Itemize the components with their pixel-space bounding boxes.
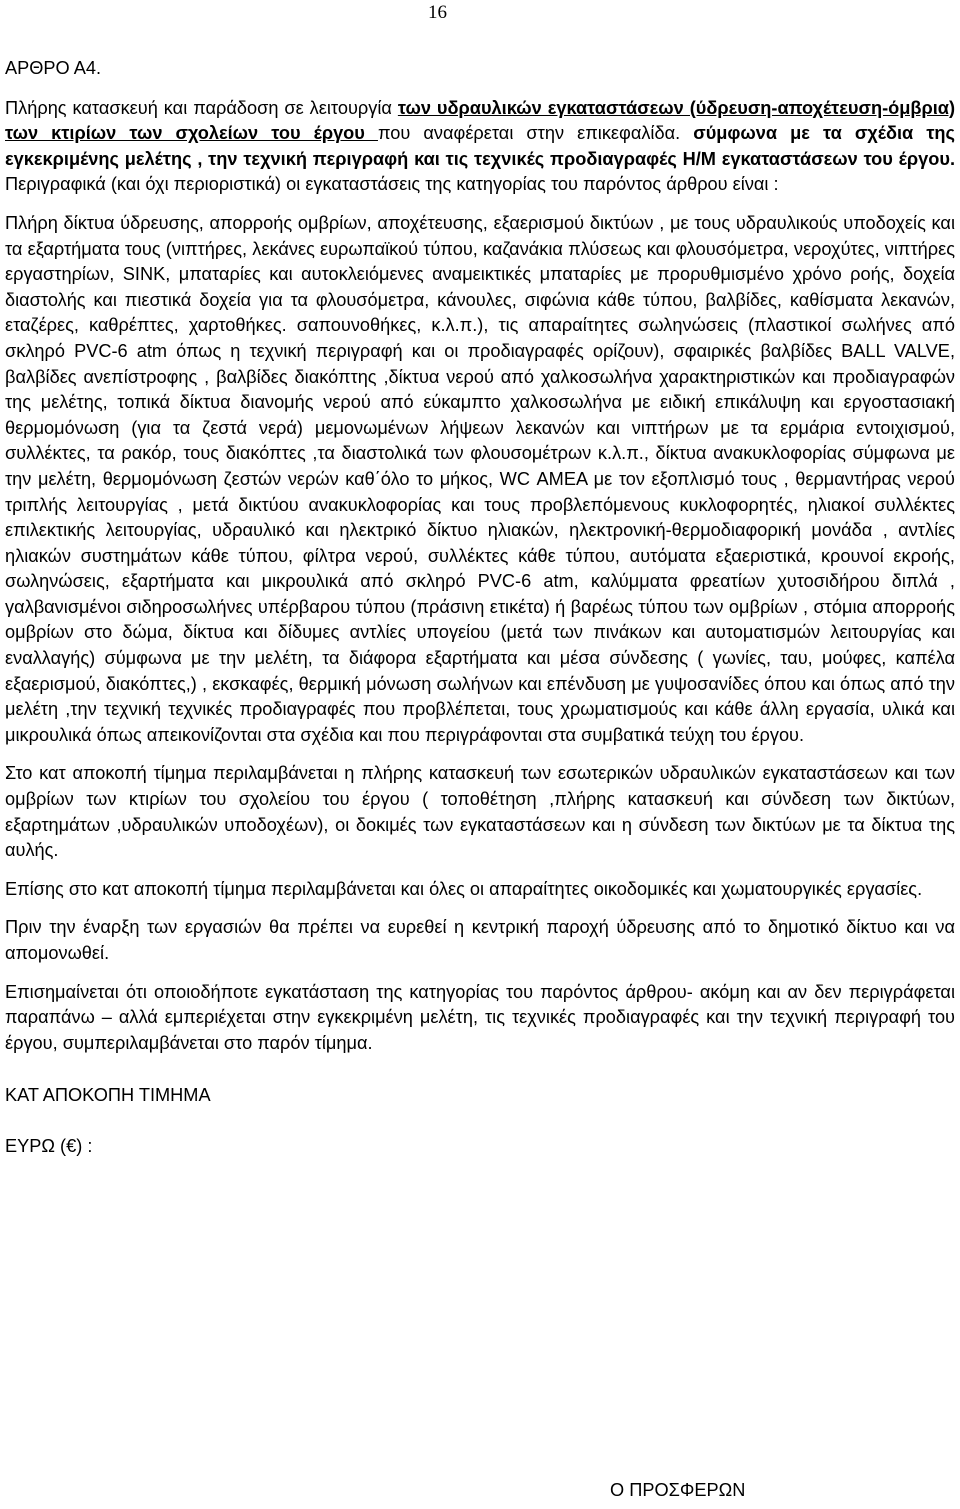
earthworks-paragraph: Επίσης στο κατ αποκοπή τίμημα περιλαμβάνεται και όλες οι απαραίτητες οικοδομικές και χωματουργικές εργασίες. xyxy=(5,878,923,899)
article-title: ΑΡΘΡΟ Α4. xyxy=(5,58,102,78)
intro-text-2: που αναφέρεται στην επικεφαλίδα. xyxy=(377,123,694,144)
intro-text-3: Περιγραφικά (και όχι περιοριστικά) οι εγκαταστάσεις της κατηγορίας του παρόντος άρθρου είναι : xyxy=(5,174,779,195)
signature-label: Ο ΠΡΟΣΦΕΡΩΝ xyxy=(610,1480,746,1500)
intro-text-1: Πλήρης κατασκευή και παράδοση σε λειτουργία xyxy=(5,97,398,118)
page-number: 16 xyxy=(428,2,447,23)
intro-paragraph xyxy=(5,96,955,198)
document-body xyxy=(5,56,955,1160)
lump-sum-label: ΚΑΤ ΑΠΟΚΟΠΗ ΤΙΜΗΜΑ xyxy=(5,1085,211,1106)
works-description-paragraph: Πλήρη δίκτυα ύδρευσης, απορροής ομβρίων, αποχέτευσης, εξαερισμού δικτύων , με τους υδραυλικούς υποδοχείς και τα εξαρτήματα τους (νιπτήρες, λεκάνες ευρωπαϊκού τύπου, καζανάκια πλύσεως και φλουσόμετρα, νεροχύτες, νιπτήρες εργαστηρίων, SINK, μπαταρίες και αυτοκλειόμενες αναμεικτικές μπαταρίες με προρυθμισμένο χρόνο ροής, δοχεία διαστολής και πιεστικά δοχεία για τα φλουσόμετρα, κάνουλες, σιφώνια κάθε τύπου, βαλβίδες, καθίσματα λεκανών, εταζέρες, καθρέπτες, χαρτοθήκες. σαπουνοθήκες, κ.λ.π.), τις απαραίτητες σωληνώσεις (πλαστικοί σωλήνες από σκληρό PVC-6 atm όπως η τεχνική περιγραφή και οι προδιαγραφές ορίζουν), σφαιρικές βαλβίδες BALL VALVE, βαλβίδες ανεπίστροφης , βαλβίδες διακόπτης ,δίκτυα νερού από χαλκοσωλήνα χαρακτηριστικών και προδιαγραφών της μελέτης, τοπικά δίκτυα διανομής νερού από εύκαμπτο χαλκοσωλήνα με ειδική επικάλυψη και εργοστασιακή θερμομόνωση (για τα ζεστά νερά) μεμονωμένων λήψεων λεκανών και νιπτήρων με τα ερμάρια εντοιχισμού, συλλέκτες, τα ρακόρ, τους διακόπτες ,τα διαστολικά των φλουσομέτρων κ.λ.π., δίκτυα ανακυκλοφορίας σύμφωνα με την μελέτη, θερμομόνωση ζεστών νερών καθ΄όλο το μήκος, WC ΑΜΕΑ με τον εξοπλισμό τους , θερμαντήρας νερού τριπλής λειτουργίας , μετά δικτύου ανακυκλοφορίας και τους προβλεπόμενους κυκλοφορητές, ηλιακοί συλλέκτες επιλεκτικής λειτουργίας, υδραυλικό και ηλεκτρικό δίκτυο ηλιακών, ηλεκτρονική-θερμοδιαφορική μονάδα , αντλίες ηλιακών συστημάτων κάθε τύπου, φίλτρα νερού, συλλέκτες κάθε τύπου, αυτόματα εξαεριστικά, κρουνοί εκροής, σωληνώσεις, εξαρτήματα και μικρουλικά από σκληρό PVC-6 atm, καλύμματα φρεατίων χυτοσιδήρου διπλά , γαλβανισμένοι σιδηροσωλήνες υπέρβαρου τύπου (πράσινη ετικέτα) ή βαρέως τύπου των ομβρίων , στόμια απορροής ομβρίων στο δώμα, δίκτυα και δίδυμες αντλίες υπογείου (μετά των πινάκων και αυτοματισμών λειτουργίας και εναλλαγής) σύμφωνα με την μελέτη, τα διάφορα εξαρτήματα και μέσα σύνδεσης ( γωνίες, ταυ, μούφες, καπέλα εξαερισμού, διακόπτες,) , εκσκαφές, θερμική μόνωση σωλήνων και επένδυση με γυψοσανίδες όπου και όπως από την μελέτη ,την τεχνική τεχνικές προδιαγραφές που προβλέπεται, τους χρωματισμούς και κάθε άλλη εργασία, υλικά και μικρουλικά όπως απεικονίζονται στα σχέδια και που περιγράφονται στα συμβατικά τεύχη του έργου. xyxy=(5,212,955,745)
intro-bold-text: σύμφωνα με τα σχέδια της εγκεκριμένης μελέτης , την τεχνική περιγραφή και τις τεχνικές προδιαγραφές Η/Μ εγκαταστάσεων του έργου. xyxy=(5,123,956,169)
lump-sum-inclusion-paragraph: Στο κατ αποκοπή τίμημα περιλαμβάνεται η πλήρης κατασκευή των εσωτερικών υδραυλικών εγκαταστάσεων και των ομβρίων των κτιρίων του σχολείου του έργου ( τοποθέτηση ,πλήρης κατασκευή και σύνδεση των δικτύων, εξαρτημάτων ,υδραυλικών υποδοχέων), οι δοκιμές των εγκαταστάσεων και η σύνδεση των δικτύων με τα δίκτυα της αυλής. xyxy=(5,763,955,861)
intro-underlined-text: των υδραυλικών εγκαταστάσεων (ύδρευση-αποχέτευση-όμβρια) των κτιρίων των σχολείων του έργου xyxy=(5,97,955,144)
price-label: ΕΥΡΩ (€) : xyxy=(5,1135,93,1156)
note-paragraph: Επισημαίνεται ότι οποιοδήποτε εγκατάσταση της κατηγορίας του παρόντος άρθρου- ακόμη και αν δεν περιγράφεται παραπάνω – αλλά εμπεριέχεται στην εγκεκριμένη μελέτη, τις τεχνικές προδιαγραφές και την τεχνική περιγραφή του έργου, συμπεριλαμβάνεται στο παρόν τίμημα. xyxy=(5,981,955,1053)
water-supply-paragraph: Πριν την έναρξη των εργασιών θα πρέπει να ευρεθεί η κεντρική παροχή ύδρευσης από το δημοτικό δίκτυο και να απομονωθεί. xyxy=(5,917,955,963)
